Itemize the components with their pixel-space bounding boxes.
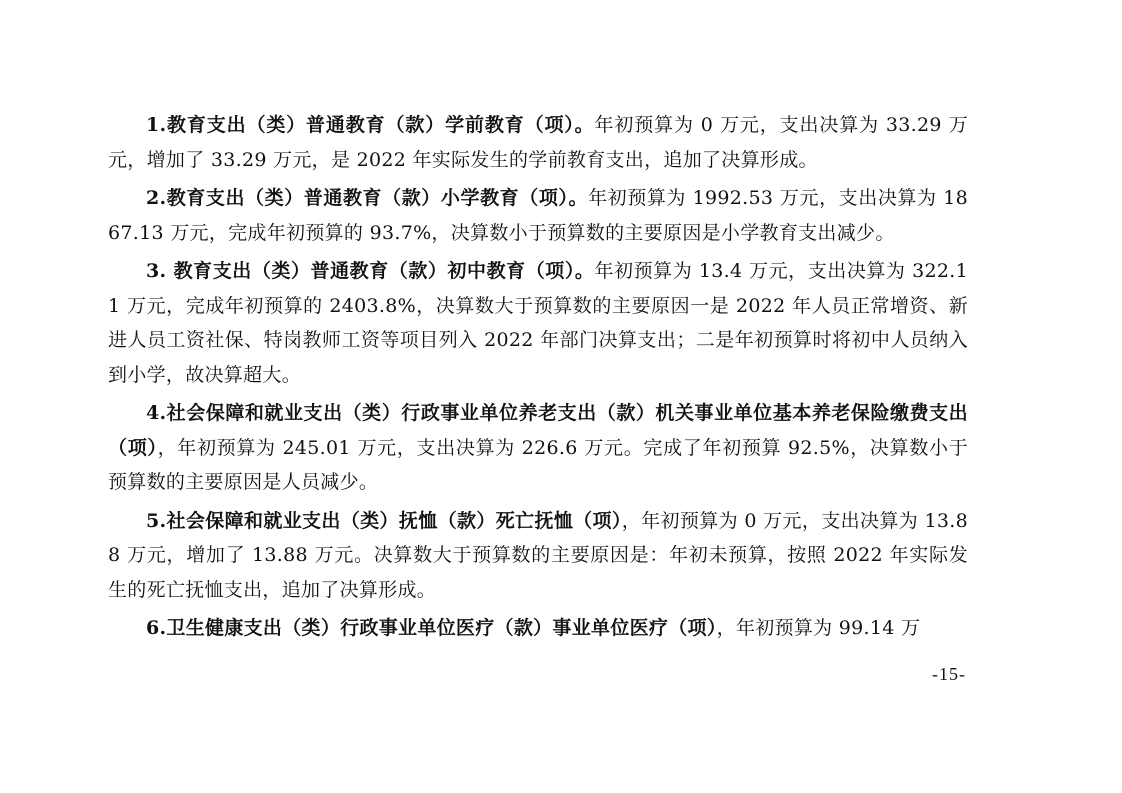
paragraph-body: 年初预算为 1992.53 万元，支出决算为 1867.13 万元，完成年初预算的 93.7%，决算数小于预算数的主要原因是小学教育支出减少。 bbox=[108, 187, 968, 244]
paragraph-heading: 2.教育支出（类）普通教育（款）小学教育（项）。 bbox=[146, 187, 589, 209]
paragraph-body: 年初预算为 13.4 万元，支出决算为 322.11 万元，完成年初预算的 2403.8%，决算数大于预算数的主要原因一是 2022 年人员正常增资、新进人员工资社保、特岗教师工资等项目列入 2022 年部门决算支出；二是年初预算时将初中人员纳入到小学，故决算超大。 bbox=[108, 260, 968, 386]
paragraph-body: ，年初预算为 245.01 万元，支出决算为 226.6 万元。完成了年初预算 92.5%，决算数小于预算数的主要原因是人员减少。 bbox=[108, 436, 968, 493]
paragraph-body: 年初预算为 0 万元，支出决算为 33.29 万元，增加了 33.29 万元，是 2022 年实际发生的学前教育支出，追加了决算形成。 bbox=[108, 114, 968, 171]
paragraph-heading: 3. 教育支出（类）普通教育（款）初中教育（项）。 bbox=[146, 260, 595, 282]
paragraph-body: ，年初预算为 99.14 万 bbox=[716, 617, 921, 639]
paragraph-5 bbox=[108, 504, 968, 608]
paragraph-6 bbox=[108, 611, 968, 646]
paragraph-heading: 1.教育支出（类）普通教育（款）学前教育（项）。 bbox=[146, 114, 595, 136]
body-text bbox=[108, 108, 968, 650]
paragraph-3 bbox=[108, 254, 968, 392]
paragraph-2 bbox=[108, 181, 968, 250]
paragraph-heading: 5.社会保障和就业支出（类）抚恤（款）死亡抚恤（项） bbox=[146, 509, 622, 532]
paragraph-body: ，年初预算为 0 万元，支出决算为 13.88 万元，增加了 13.88 万元。决算数大于预算数的主要原因是：年初未预算，按照 2022 年实际发生的死亡抚恤支出，追加了决算形成。 bbox=[108, 509, 968, 601]
page-number: -15- bbox=[932, 664, 966, 684]
paragraph-4 bbox=[108, 396, 968, 500]
paragraph-heading: 4.社会保障和就业支出（类）行政事业单位养老支出（款）机关事业单位基本养老保险缴费支出（项） bbox=[108, 402, 968, 459]
paragraph-heading: 6.卫生健康支出（类）行政事业单位医疗（款）事业单位医疗（项） bbox=[146, 617, 717, 639]
paragraph-1 bbox=[108, 108, 968, 177]
